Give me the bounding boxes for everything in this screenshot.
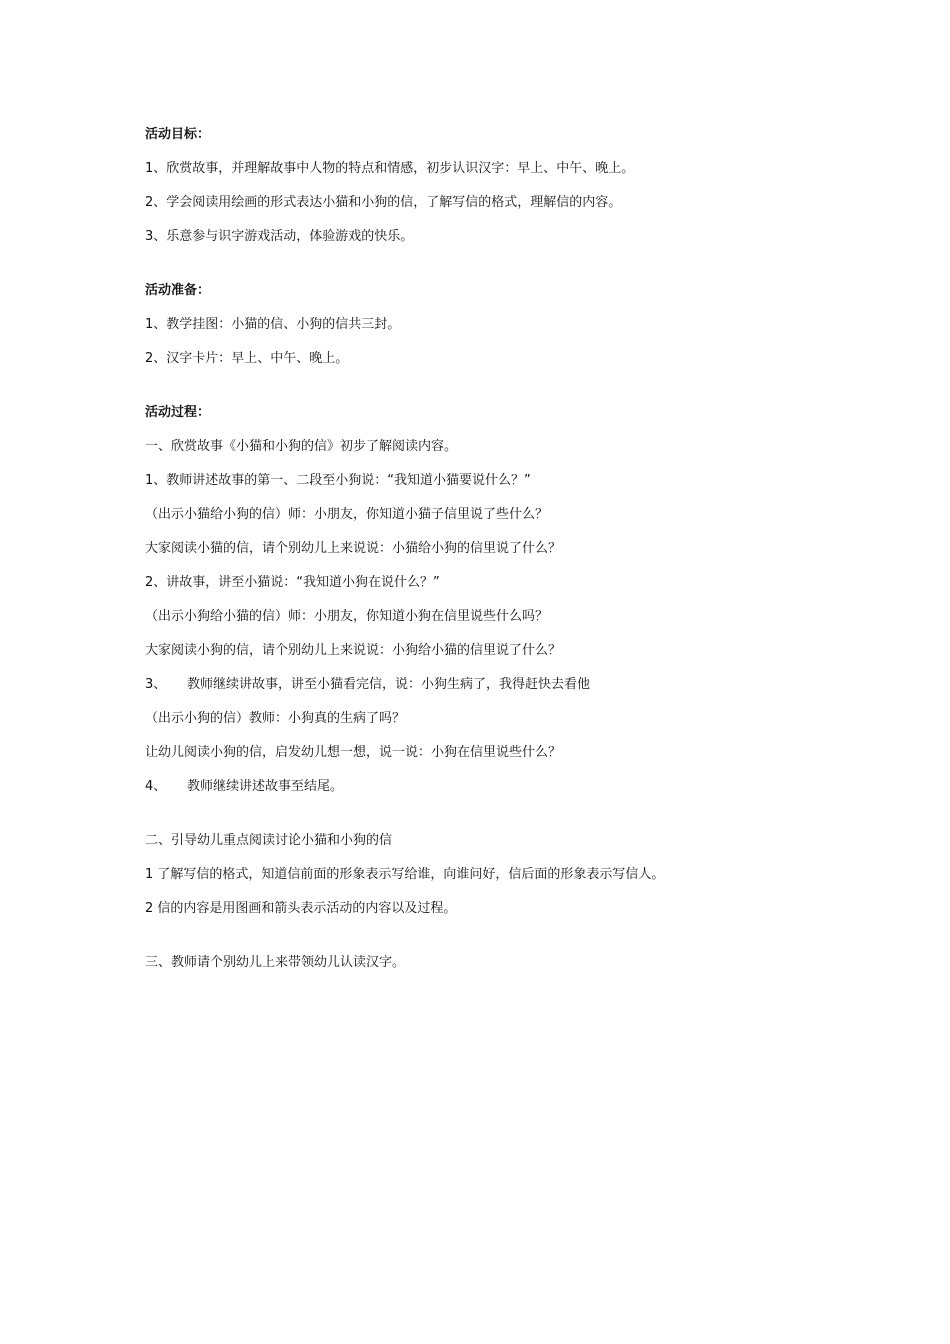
part2-title: 二、引导幼儿重点阅读讨论小猫和小狗的信 [145,833,393,848]
spacer [145,262,845,282]
spacer [145,934,845,954]
preparation-item-1: 1、教学挂图：小猫的信、小狗的信共三封。 [145,317,401,332]
spacer [145,384,845,404]
part1-line-8: 让幼儿阅读小狗的信，启发幼儿想一想，说一说：小狗在信里说些什么？ [145,745,562,760]
part1-line-5: （出示小狗给小猫的信）师：小朋友，你知道小狗在信里说些什么吗？ [145,609,549,624]
preparation-heading: 活动准备： [145,283,211,298]
goal-item-3: 3、乐意参与识字游戏活动，体验游戏的快乐。 [145,229,414,244]
goal-item-2: 2、学会阅读用绘画的形式表达小猫和小狗的信，了解写信的格式，理解信的内容。 [145,195,622,210]
part1-item-4 [145,778,845,796]
goal-item-1: 1、欣赏故事，并理解故事中人物的特点和情感，初步认识汉字：早上、中午、晚上。 [145,161,635,176]
document-body [145,126,845,988]
item-3-number: 3、 [145,677,167,692]
part1-line-6: 大家阅读小狗的信，请个别幼儿上来说说：小狗给小猫的信里说了什么？ [145,643,562,658]
part1-line-4: 2、讲故事，讲至小猫说：“我知道小狗在说什么？” [145,575,440,590]
part1-item-3 [145,676,845,694]
item-4-number: 4、 [145,779,167,794]
goals-heading: 活动目标： [145,127,211,142]
part2-line-1: 1 了解写信的格式，知道信前面的形象表示写给谁，向谁问好，信后面的形象表示写信人。 [145,867,665,882]
process-heading: 活动过程： [145,405,211,420]
part2-line-2: 2 信的内容是用图画和箭头表示活动的内容以及过程。 [145,901,457,916]
preparation-item-2: 2、汉字卡片：早上、中午、晚上。 [145,351,349,366]
part1-line-2: （出示小猫给小狗的信）师：小朋友，你知道小猫子信里说了些什么？ [145,507,549,522]
spacer [145,812,845,832]
part1-line-1: 1、教师讲述故事的第一、二段至小狗说：“我知道小猫要说什么？” [145,473,531,488]
item-4-text: 教师继续讲述故事至结尾。 [187,779,344,794]
part1-line-3: 大家阅读小猫的信，请个别幼儿上来说说：小猫给小狗的信里说了什么？ [145,541,562,556]
part1-title: 一、欣赏故事《小猫和小狗的信》初步了解阅读内容。 [145,439,458,454]
part1-line-7: （出示小狗的信）教师：小狗真的生病了吗？ [145,711,406,726]
item-3-text: 教师继续讲故事，讲至小猫看完信，说：小狗生病了，我得赶快去看他 [187,677,591,692]
part3-title: 三、教师请个别幼儿上来带领幼儿认读汉字。 [145,955,406,970]
